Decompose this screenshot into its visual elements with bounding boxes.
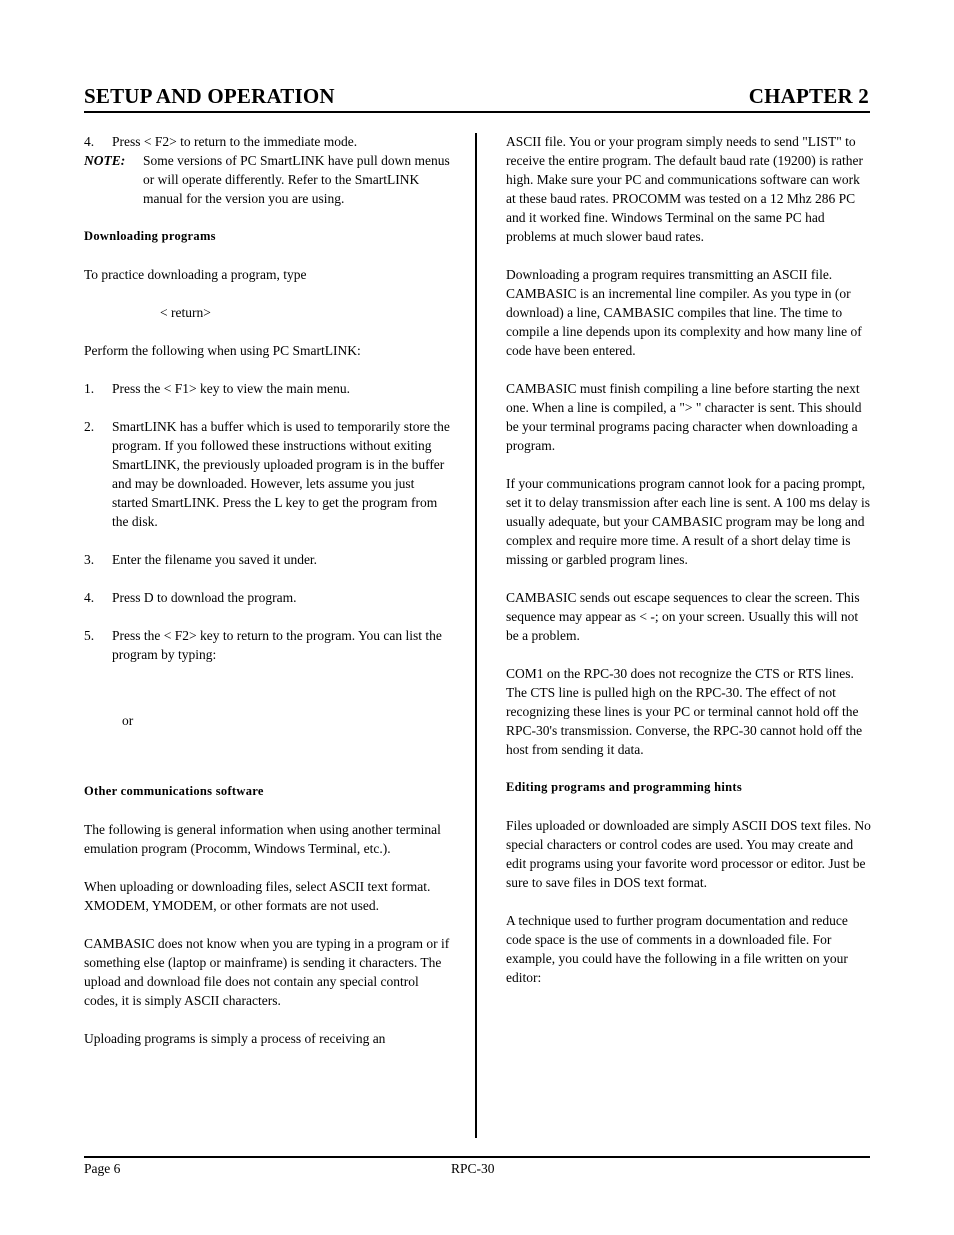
- list-number: 1.: [84, 381, 95, 396]
- list-item: [84, 550, 452, 569]
- section-heading-downloading: Downloading programs: [84, 229, 216, 243]
- section-heading-other-software: Other communications software: [84, 784, 264, 798]
- list-item: [84, 417, 452, 531]
- note-block: [84, 151, 452, 208]
- left-column: [84, 132, 452, 1067]
- note-label: NOTE:: [84, 153, 126, 168]
- list-text: Press the < F2> key to return to the program. You can list the program by typing:: [112, 628, 442, 662]
- column-divider: [475, 133, 477, 1138]
- list-number: 4.: [84, 590, 95, 605]
- paragraph: CAMBASIC must finish compiling a line before starting the next one. When a line is compiled, a "> " character is sent. This should be your terminal programs pacing character when downloading a program.: [506, 381, 862, 453]
- paragraph: To practice downloading a program, type: [84, 267, 307, 282]
- list-text: Enter the filename you saved it under.: [112, 552, 318, 567]
- list-text: SmartLINK has a buffer which is used to temporarily store the program. If you followed these instructions without exiting SmartLINK, the previously uploaded program is in the buffer and may be downloaded. However, lets assume you just started SmartLINK. Press the L key to get the program from the disk.: [112, 419, 450, 529]
- step-text: Press < F2> to return to the immediate mode.: [112, 134, 358, 149]
- chapter-number: CHAPTER 2: [748, 84, 869, 108]
- paragraph: CAMBASIC sends out escape sequences to clear the screen. This sequence may appear as < -; on your screen. Usually this will not be a problem.: [506, 590, 860, 643]
- list-number: 3.: [84, 552, 95, 567]
- return-key-text: < return>: [160, 305, 211, 320]
- list-text: Press the < F1> key to view the main menu.: [112, 381, 350, 396]
- page-number: Page 6: [84, 1161, 121, 1176]
- paragraph: When uploading or downloading files, select ASCII text format. XMODEM, YMODEM, or other formats are not used.: [84, 879, 431, 913]
- paragraph: ASCII file. You or your program simply needs to send "LIST" to receive the entire program. The default baud rate (19200) is rather high. Make sure your PC and communications software can work at these baud rates. PROCOMM was tested on a 12 Mhz 286 PC and it worked fine. Windows Terminal on the same PC had problems at much slower baud rates.: [506, 134, 863, 244]
- list-number: 5.: [84, 628, 95, 643]
- paragraph: CAMBASIC does not know when you are typing in a program or if something else (laptop or mainframe) is sending it characters. The upload and download file does not contain any special control codes, it is simply ASCII characters.: [84, 936, 450, 1008]
- paragraph: The following is general information when using another terminal emulation program (Procomm, Windows Terminal, etc.).: [84, 822, 441, 856]
- note-text: Some versions of PC SmartLINK have pull down menus or will operate differently. Refer to the SmartLINK manual for the version you are using.: [143, 153, 450, 206]
- paragraph: Uploading programs is simply a process of receiving an: [84, 1031, 386, 1046]
- list-item: [84, 588, 452, 607]
- product-name: RPC-30: [451, 1161, 495, 1176]
- list-item: [84, 379, 452, 398]
- chapter-section-title: SETUP AND OPERATION: [84, 84, 335, 108]
- section-heading-editing: Editing programs and programming hints: [506, 780, 742, 794]
- list-item: [84, 626, 452, 664]
- right-column: [506, 132, 872, 1006]
- list-text: Press D to download the program.: [112, 590, 297, 605]
- or-text: or: [122, 713, 134, 728]
- paragraph: Files uploaded or downloaded are simply ASCII DOS text files. No special characters or control codes are used. You may create and edit programs using your favorite word processor or editor. Just be sure to save files in DOS text format.: [506, 818, 871, 890]
- paragraph: Perform the following when using PC SmartLINK:: [84, 343, 361, 358]
- paragraph: If your communications program cannot look for a pacing prompt, set it to delay transmission after each line is sent. A 100 ms delay is usually adequate, but your CAMBASIC program may be long and complex and require more time. A result of a short delay time is missing or garbled program lines.: [506, 476, 871, 567]
- list-number: 2.: [84, 419, 95, 434]
- header-rule: [84, 111, 870, 113]
- step-number: 4.: [84, 134, 95, 149]
- footer-rule: [84, 1156, 870, 1158]
- step-item: [84, 132, 452, 151]
- paragraph: Downloading a program requires transmitting an ASCII file. CAMBASIC is an incremental line compiler. As you type in (or download) a line, CAMBASIC compiles that line. The time to compile a line depends upon its complexity and how many line of code have been entered.: [506, 267, 862, 358]
- paragraph: A technique used to further program documentation and reduce code space is the use of comments in a downloaded file. For example, you could have the following in a file written on your editor:: [506, 913, 848, 985]
- paragraph: COM1 on the RPC-30 does not recognize the CTS or RTS lines. The CTS line is pulled high on the RPC-30. The effect of not recognizing these lines is your PC or terminal cannot hold off the RPC-30's transmission. Converse, the RPC-30 cannot hold off the host from sending it data.: [506, 666, 863, 757]
